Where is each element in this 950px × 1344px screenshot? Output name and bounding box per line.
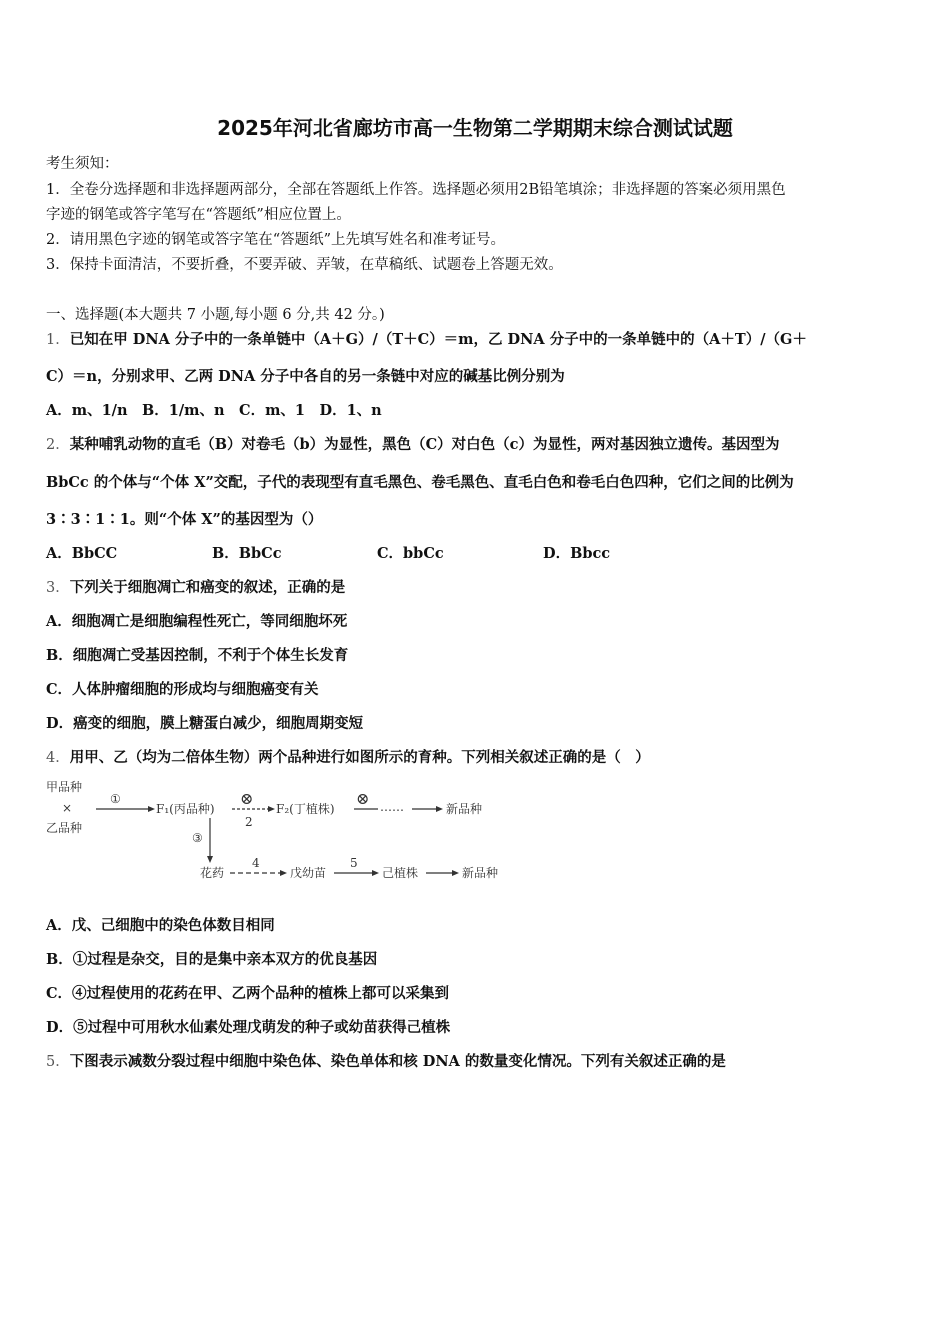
selfing-symbol-2: ⊗ (356, 789, 370, 808)
arrow-7-head (372, 870, 379, 876)
question-3-option-c: C．人体肿瘤细胞的形成均与细胞癌变有关 (46, 681, 319, 698)
option-b: B．BbCc (212, 545, 282, 562)
section-heading: 一、选择题(本大题共 7 小题,每小题 6 分,共 42 分。) (46, 307, 385, 323)
notice-item: 字迹的钢笔或答字笔写在“答题纸”相应位置上。 (46, 207, 351, 223)
notice-item: 2．请用黑色字迹的钢笔或答字笔在“答题纸”上先填写姓名和准考证号。 (46, 232, 506, 248)
step-2-label: 2 (245, 815, 253, 829)
breeding-diagram (44, 776, 514, 886)
seedling-label: 戊幼苗 (290, 866, 327, 880)
question-3-option-a: A．细胞凋亡是细胞编程性死亡，等同细胞坏死 (46, 613, 348, 630)
step-4-label: 4 (252, 856, 260, 870)
new-variety-2: 新品种 (462, 866, 499, 880)
option-d: D．Bbcc (543, 545, 611, 562)
option-c: C．bbCc (377, 545, 444, 562)
question-stem: 某种哺乳动物的直毛（B）对卷毛（b）为显性，黑色（C）对白色（c）为显性，两对基因独立遗传。基因型为 (69, 436, 780, 453)
ellipsis: …… (380, 800, 404, 814)
question-number: 2． (46, 437, 70, 453)
arrow-8-head (452, 870, 459, 876)
arrow-1-head (148, 806, 155, 812)
question-stem: 已知在甲 DNA 分子中的一条单链中（A＋G）/（T＋C）＝m，乙 DNA 分子中的一条单链中的（A＋T）/（G＋ (69, 331, 807, 348)
question-number: 5． (46, 1054, 70, 1070)
parent-yi: 乙品种 (46, 821, 83, 835)
question-3-option-d: D．癌变的细胞，膜上糖蛋白减少，细胞周期变短 (46, 715, 364, 732)
notice-heading: 考生须知： (46, 156, 119, 172)
notice-item: 1．全卷分选择题和非选择题两部分，全部在答题纸上作答。选择题必须用2B铅笔填涂；非选择题的答案必须用黑色 (46, 182, 786, 198)
question-4-option-c: C．④过程使用的花药在甲、乙两个品种的植株上都可以采集到 (46, 985, 450, 1002)
arrow-5-head (207, 856, 213, 863)
arrow-2-head (268, 806, 275, 812)
question-number: 4． (46, 750, 70, 766)
question-3-option-b: B．细胞凋亡受基因控制，不利于个体生长发育 (46, 647, 349, 664)
question-4-option-d: D．⑤过程中可用秋水仙素处理戊萌发的种子或幼苗获得己植株 (46, 1019, 451, 1036)
notice-item: 3．保持卡面清洁，不要折叠，不要弄破、弄皱，在草稿纸、试题卷上答题无效。 (46, 257, 563, 273)
selfing-symbol-1: ⊗ (240, 789, 254, 808)
question-1-line (46, 328, 807, 349)
question-2-line-2: BbCc 的个体与“个体 X”交配，子代的表现型有直毛黑色、卷毛黑色、直毛白色和卷毛白色四种，它们之间的比例为 (46, 474, 794, 491)
pollen-label: 花药 (200, 866, 225, 880)
cross-symbol: × (62, 801, 73, 815)
parent-jia: 甲品种 (46, 780, 83, 794)
arrow-6-head (280, 870, 287, 876)
question-stem: 下列关于细胞凋亡和癌变的叙述，正确的是 (69, 579, 346, 596)
question-5-line (46, 1050, 726, 1071)
question-4-option-a: A．戊、己细胞中的染色体数目相同 (46, 917, 275, 934)
question-2-line-3: 3∶3∶1∶1。则“个体 X”的基因型为（） (46, 511, 323, 528)
question-stem: 下图表示减数分裂过程中细胞中染色体、染色单体和核 DNA 的数量变化情况。下列有关叙述正确的是 (69, 1053, 726, 1070)
f1-label: F₁(丙品种) (156, 802, 215, 816)
question-4-option-b: B．①过程是杂交，目的是集中亲本双方的优良基因 (46, 951, 378, 968)
question-number: 3． (46, 580, 70, 596)
question-number: 1． (46, 332, 70, 348)
step-1-label: ① (110, 792, 121, 806)
plant-label: 己植株 (382, 866, 419, 880)
page-title: 2025年河北省廊坊市高一生物第二学期期末综合测试试题 (217, 116, 733, 140)
step-3-label: ③ (192, 831, 203, 845)
arrow-4-head (436, 806, 443, 812)
question-3-line (46, 576, 345, 597)
f2-label: F₂(丁植株) (276, 802, 335, 816)
new-variety-1: 新品种 (446, 802, 483, 816)
question-1-options: A．m、1/n B．1/m、n C．m、1 D．1、n (46, 402, 382, 419)
question-2-line (46, 433, 780, 454)
question-4-line (46, 746, 650, 767)
question-stem: 用甲、乙（均为二倍体生物）两个品种进行如图所示的育种。下列相关叙述正确的是（ ） (69, 749, 650, 766)
step-5-label: 5 (350, 856, 358, 870)
option-a: A．BbCC (46, 545, 118, 562)
question-1-line-2: C）＝n，分别求甲、乙两 DNA 分子中各自的另一条链中对应的碱基比例分别为 (46, 368, 565, 385)
